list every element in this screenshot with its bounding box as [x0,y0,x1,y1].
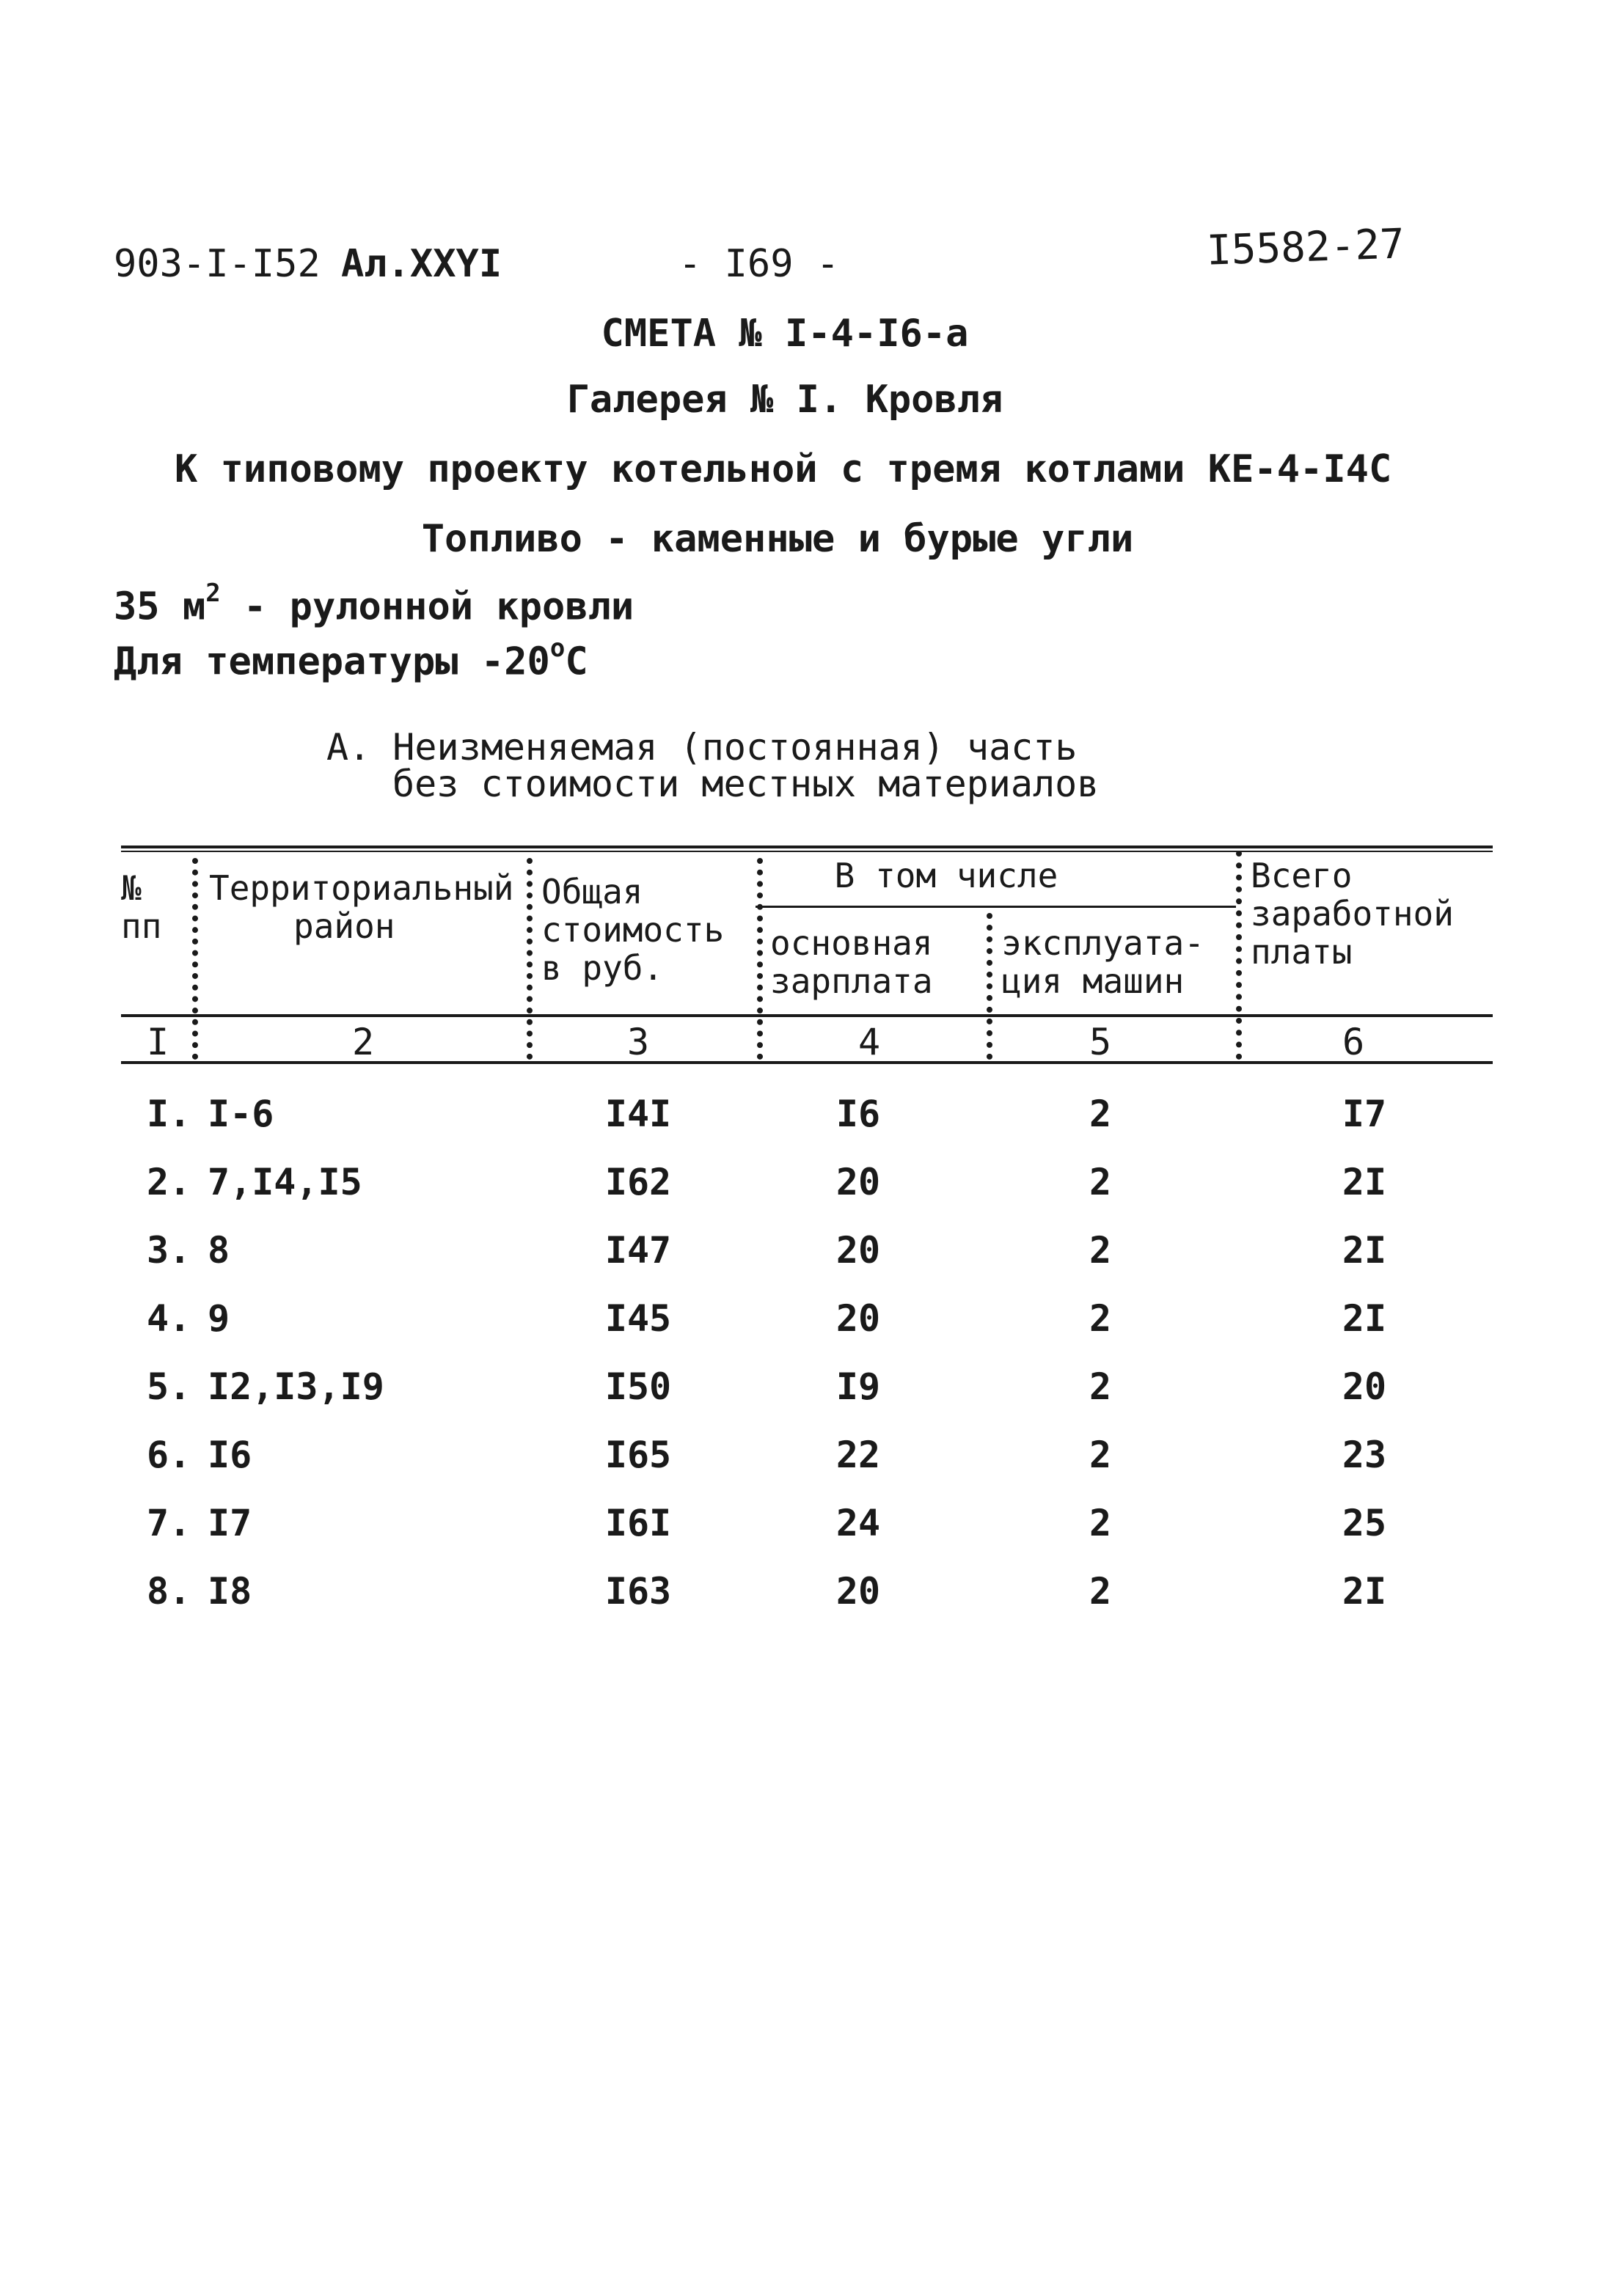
column-separator [527,858,533,1060]
row-number: 6. [147,1434,191,1476]
header-col1: № пп [121,868,162,946]
row-number: 3. [147,1229,191,1272]
column-number: 4 [857,1021,881,1063]
header-group: В том числе [834,856,1058,895]
row-region: I7 [208,1502,252,1544]
numbers-bottom-rule [121,1061,1493,1064]
row-base-salary: 20 [835,1161,881,1203]
temperature-text: Для температуры -20 [114,639,550,684]
table-top-rule [121,846,1493,848]
column-number: 2 [351,1021,375,1063]
row-base-salary: I9 [835,1365,881,1408]
row-number: 2. [147,1161,191,1203]
column-number: 3 [626,1021,650,1063]
section-caption-line2: без стоимости местных материалов [392,763,1100,805]
header-col2: Территориальный район [209,868,514,946]
column-separator [192,858,198,1060]
row-machine-operation: 2 [1089,1093,1112,1135]
temperature-unit: С [565,639,588,684]
page-number: - I69 - [679,242,840,286]
sheet-number: I5582-27 [1205,220,1405,275]
row-total-wages: 23 [1342,1434,1387,1476]
row-total-wages: 25 [1342,1502,1387,1544]
row-total-wages: 2I [1342,1161,1387,1203]
fuel-title: Топливо - каменные и бурые угли [421,517,1134,561]
temperature-line [114,634,588,684]
row-number: 4. [147,1297,191,1340]
row-machine-operation: 2 [1089,1434,1112,1476]
header-col4: основная зарплата [770,923,933,1001]
area-value: 35 м [114,584,206,629]
row-machine-operation: 2 [1089,1502,1112,1544]
header-col3: Общая стоимость в руб. [541,872,725,988]
row-region: 7,I4,I5 [208,1161,362,1203]
row-total-cost: I50 [604,1365,672,1408]
column-number: I [146,1021,169,1063]
estimate-title: СМЕТА № I-4-I6-а [601,312,969,356]
header-bottom-rule [121,1014,1493,1017]
row-base-salary: 22 [835,1434,881,1476]
group-divider [756,906,1236,908]
row-total-wages: 2I [1342,1570,1387,1613]
row-base-salary: 20 [835,1229,881,1272]
album-number: Ал.XXYI [341,242,502,286]
row-region: I6 [208,1434,252,1476]
row-base-salary: I6 [835,1093,881,1135]
row-region: 9 [208,1297,230,1340]
gallery-title: Галерея № I. Кровля [566,378,1003,422]
row-base-salary: 20 [835,1297,881,1340]
row-total-wages: I7 [1342,1093,1387,1135]
row-machine-operation: 2 [1089,1229,1112,1272]
header-col5: эксплуата- ция машин [1001,923,1204,1001]
table-top-rule-2 [121,851,1493,852]
column-separator [987,913,992,1060]
row-number: 5. [147,1365,191,1408]
row-total-wages: 2I [1342,1229,1387,1272]
row-region: I2,I3,I9 [208,1365,384,1408]
row-number: 8. [147,1570,191,1613]
row-total-cost: I45 [604,1297,672,1340]
row-machine-operation: 2 [1089,1365,1112,1408]
column-separator [1236,851,1242,1060]
column-separator [757,858,763,1060]
project-title: К типовому проекту котельной с тремя котлами КЕ-4-I4С [175,447,1392,491]
row-base-salary: 24 [835,1502,881,1544]
row-region: I8 [208,1570,252,1613]
row-region: I-6 [208,1093,274,1135]
row-total-cost: I63 [604,1570,672,1613]
degree-sign: о [549,634,566,663]
row-machine-operation: 2 [1089,1297,1112,1340]
header-col6: Всего заработной платы [1251,856,1454,972]
row-total-wages: 2I [1342,1297,1387,1340]
area-text: - рулонной кровли [220,584,634,629]
row-region: 8 [208,1229,230,1272]
column-number: 5 [1089,1021,1112,1063]
row-total-cost: I6I [604,1502,672,1544]
row-machine-operation: 2 [1089,1570,1112,1613]
area-superscript: 2 [205,579,221,608]
row-total-cost: I62 [604,1161,672,1203]
row-machine-operation: 2 [1089,1161,1112,1203]
document-code: 903-I-I52 [114,242,321,286]
row-total-cost: I4I [604,1093,672,1135]
row-number: I. [147,1093,191,1135]
row-total-wages: 20 [1342,1365,1387,1408]
row-number: 7. [147,1502,191,1544]
row-total-cost: I47 [604,1229,672,1272]
row-total-cost: I65 [604,1434,672,1476]
section-caption-line1: А. Неизменяемая (постоянная) часть [326,726,1078,769]
area-line [114,579,634,629]
row-base-salary: 20 [835,1570,881,1613]
column-number: 6 [1342,1021,1365,1063]
